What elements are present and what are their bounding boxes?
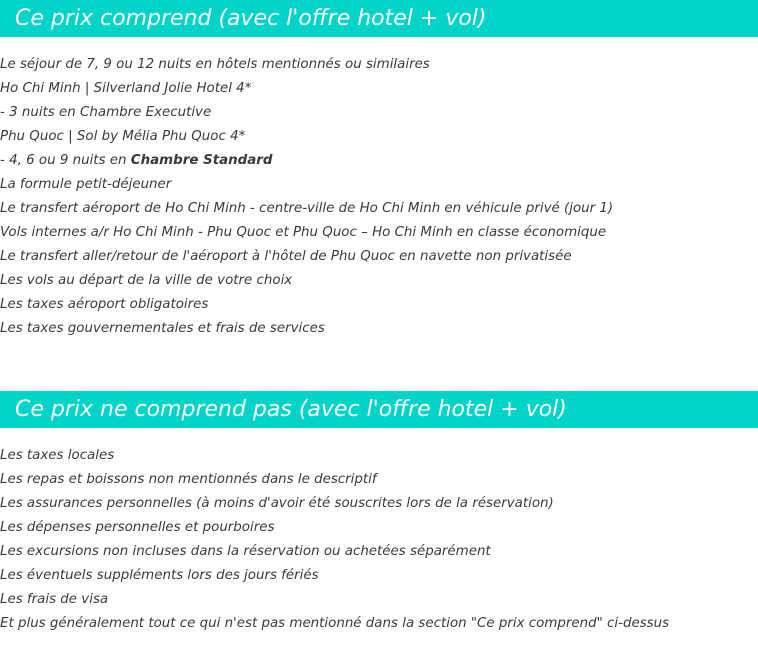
excludes-heading: Ce prix ne comprend pas (avec l'offre hotel + vol) [0, 391, 758, 428]
list-item: Vols internes a/r Ho Chi Minh - Phu Quoc et Phu Quoc – Ho Chi Minh en classe économique [0, 225, 607, 240]
includes-heading: Ce prix comprend (avec l'offre hotel + vol) [0, 0, 758, 37]
list-item: Les éventuels suppléments lors des jours fériés [0, 568, 319, 583]
list-item: Ho Chi Minh | Silverland Jolie Hotel 4* [0, 81, 252, 96]
list-item: Les frais de visa [0, 592, 109, 607]
list-item: Les taxes gouvernementales et frais de services [0, 321, 325, 336]
list-item-text: - 4, 6 ou 9 nuits en [0, 153, 127, 168]
includes-list [0, 53, 613, 341]
list-item: Les repas et boissons non mentionnés dans le descriptif [0, 472, 377, 487]
list-item: Les taxes locales [0, 448, 115, 463]
list-item: Les taxes aéroport obligatoires [0, 297, 209, 312]
excludes-list [0, 444, 669, 636]
list-item: Le transfert aéroport de Ho Chi Minh - centre-ville de Ho Chi Minh en véhicule privé (jour 1) [0, 201, 614, 216]
list-item: Et plus généralement tout ce qui n'est pas mentionné dans la section "Ce prix comprend" ci-dessus [0, 616, 670, 631]
list-item [0, 149, 613, 173]
list-item: - 3 nuits en Chambre Executive [0, 105, 212, 120]
list-item: La formule petit-déjeuner [0, 177, 172, 192]
list-item: Les dépenses personnelles et pourboires [0, 520, 275, 535]
list-item: Phu Quoc | Sol by Mélia Phu Quoc 4* [0, 129, 246, 144]
list-item: Les vols au départ de la ville de votre choix [0, 273, 293, 288]
list-item: Le séjour de 7, 9 ou 12 nuits en hôtels mentionnés ou similaires [0, 57, 430, 72]
list-item: Les assurances personnelles (à moins d'avoir été souscrites lors de la réservation) [0, 496, 554, 511]
list-item: Le transfert aller/retour de l'aéroport à l'hôtel de Phu Quoc en navette non privatisée [0, 249, 572, 264]
room-type-highlight: Chambre Standard [130, 153, 273, 168]
list-item: Les excursions non incluses dans la réservation ou achetées séparément [0, 544, 491, 559]
